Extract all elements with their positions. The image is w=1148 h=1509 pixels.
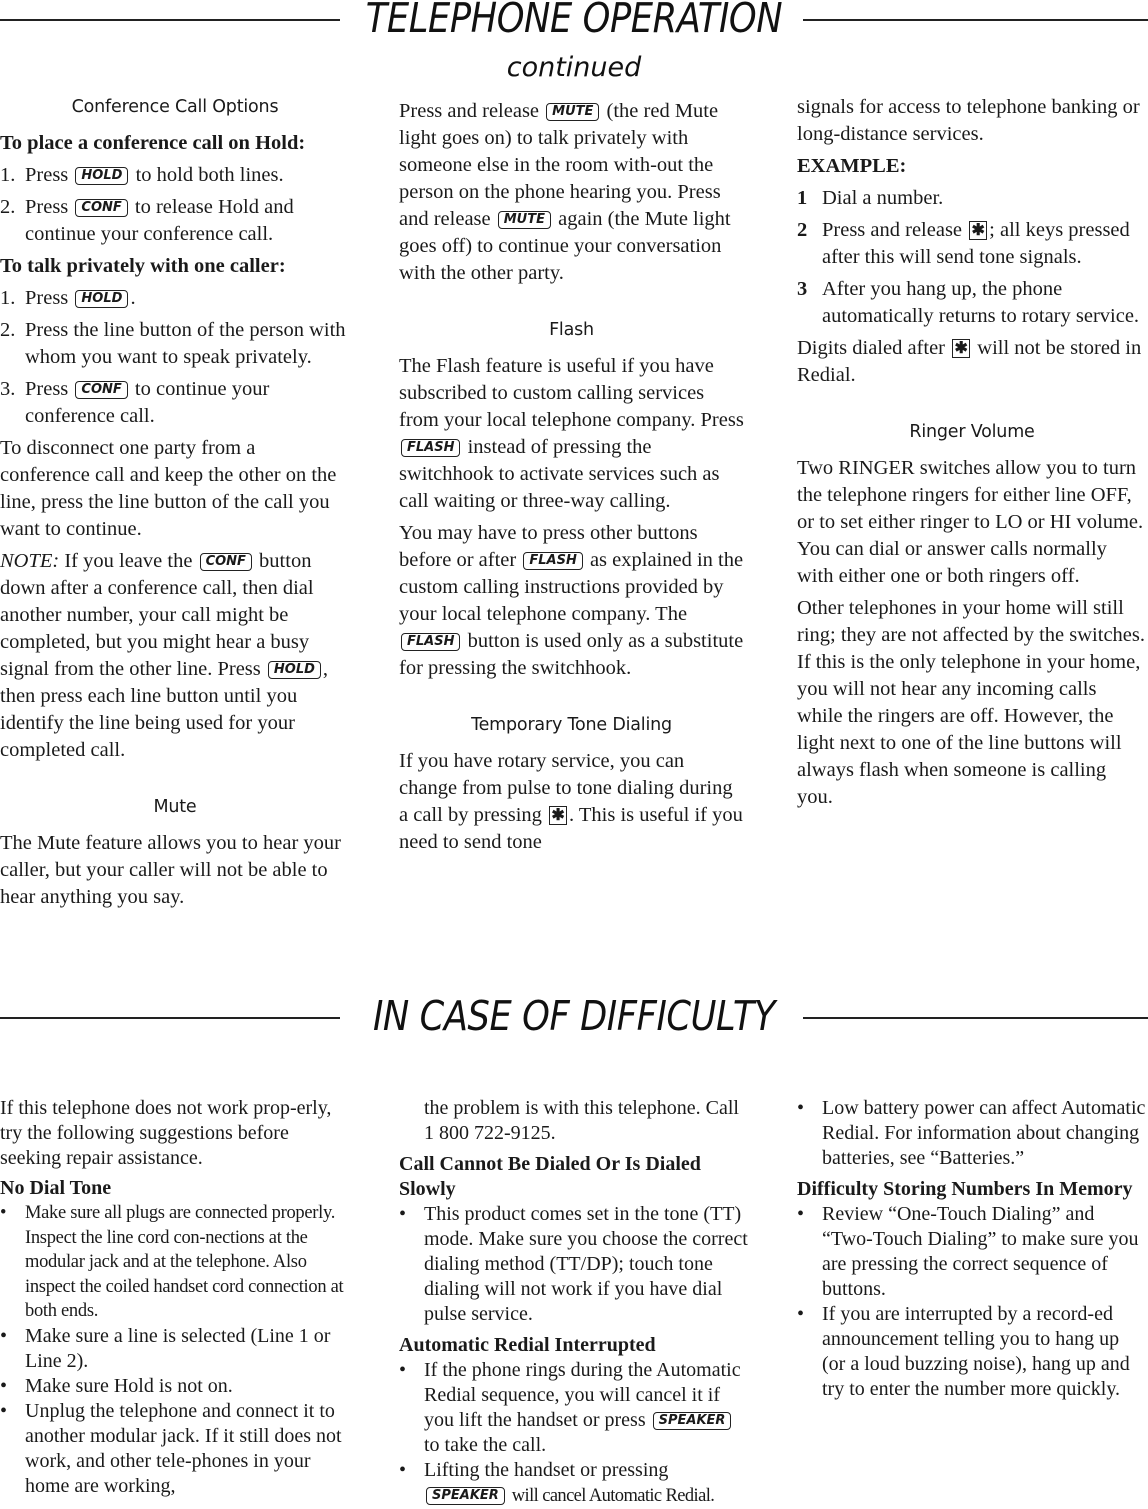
list-item: • Review “One-Touch Dialing” and “Two-Touch Dialing” to make sure you are pressing the correct sequence of buttons.: [797, 1203, 1139, 1300]
list-item: • Low battery power can affect Automatic Redial. For information about changing batteries, see “Batteries.”: [797, 1097, 1146, 1169]
hold-key-icon: HOLD: [75, 167, 128, 185]
list-item: • Make sure Hold is not on.: [0, 1374, 233, 1397]
difficulty-intro: If this telephone does not work prop-erly, try the following suggestions before seeking repair assistance.: [0, 1097, 332, 1169]
flash-key-icon: FLASH: [523, 552, 582, 570]
disconnect-text: To disconnect one party from a conference call and keep the other on the line, press the line button of the call you want to continue.: [0, 437, 337, 540]
note-text: NOTE: If you leave the CONF button down after a conference call, then dial another number, your call might be completed, but you might hear a busy signal from the other line. Press HOLD , then press each line button until you identify the line being used for your completed call.: [0, 550, 329, 761]
list-item: 3 After you hang up, the phone automatically returns to rotary service.: [797, 278, 1140, 327]
flash-text-2: You may have to press other buttons before or after FLASH as explained in the custom calling instructions provided by your local telephone company. The FLASH button is used only as a substitute for pressing the switchhook.: [399, 522, 744, 679]
conf-key-icon: CONF: [75, 199, 127, 217]
hold-title: To place a conference call on Hold:: [0, 132, 306, 154]
tone-dialing-heading: Temporary Tone Dialing: [471, 715, 672, 735]
banner-rule-right: [803, 19, 1148, 21]
digits-text: Digits dialed after ✱ will not be stored in Redial.: [797, 337, 1142, 386]
star-key-icon: ✱: [952, 339, 970, 358]
section-banner-telephone-operation: [0, 0, 1148, 40]
list-item: • This product comes set in the tone (TT) mode. Make sure you choose the correct dialing method (TT/DP); touch tone dialing will not work if you have dial pulse service.: [399, 1203, 748, 1325]
difficulty-column-2: [399, 1096, 749, 1509]
ringer-heading: Ringer Volume: [909, 422, 1035, 442]
no-dial-tone-title: No Dial Tone: [0, 1177, 112, 1199]
speaker-key-icon: SPEAKER: [426, 1487, 505, 1505]
mute-heading: Mute: [153, 797, 197, 817]
difficulty-column-1: [0, 1096, 352, 1499]
mute-text: The Mute feature allows you to hear your caller, but your caller will not be able to hear anything you say.: [0, 832, 341, 908]
flash-key-icon: FLASH: [401, 633, 460, 651]
hold-key-icon: HOLD: [75, 290, 128, 308]
mute-usage-text: Press and release MUTE (the red Mute light goes on) to talk privately with someone else in the room with-out the person on the phone hearing you. Press and release MUTE again (the Mute light goes off) to continue your conversation with the other party.: [399, 100, 731, 284]
private-title: To talk privately with one caller:: [0, 255, 286, 277]
column-1: [0, 94, 350, 916]
storing-numbers-title: Difficulty Storing Numbers In Memory: [797, 1178, 1133, 1200]
tone-dialing-text: If you have rotary service, you can change from pulse to tone dialing during a call by pressing ✱ . This is useful if you need to send tone: [399, 750, 743, 853]
hold-key-icon: HOLD: [268, 661, 321, 679]
column-3: [797, 94, 1147, 816]
list-item: 2 Press and release ✱ ; all keys pressed after this will send tone signals.: [797, 219, 1130, 268]
conf-key-icon: CONF: [200, 553, 252, 571]
conf-key-icon: CONF: [75, 381, 127, 399]
ringer-text-1: Two RINGER switches allow you to turn the telephone ringers for either line OFF, or to set either ringer to LO or HI volume. You can dial or answer calls normally with either one or both ringers off.: [797, 457, 1144, 587]
list-item: 3. Press CONF to continue your conference call.: [0, 378, 270, 427]
conference-heading: Conference Call Options: [71, 97, 279, 117]
list-item: • Unplug the telephone and connect it to another modular jack. If it still does not work, and other tele-phones in your home are working,: [0, 1399, 342, 1497]
page-subtitle: continued: [506, 52, 642, 83]
continued-text: the problem is with this telephone. Call 1 800 722-9125.: [424, 1097, 739, 1144]
list-item: • If the phone rings during the Automatic Redial sequence, you will cancel it if you lift the handset or press SPEAKER to take the call.: [399, 1359, 741, 1456]
cannot-dial-title: Call Cannot Be Dialed Or Is Dialed Slowly: [399, 1153, 701, 1200]
list-item: • Make sure a line is selected (Line 1 or Line 2).: [0, 1324, 331, 1372]
section-banner-difficulty: [0, 992, 1148, 1040]
flash-heading: Flash: [549, 320, 594, 340]
flash-text-1: The Flash feature is useful if you have subscribed to custom calling services from your local telephone company. Press FLASH instead of pressing the switchhook to activate services such as call waiting or three-way calling.: [399, 355, 744, 512]
list-item: • Make sure all plugs are connected properly. Inspect the line cord con-nections at the modular jack and at the telephone. Also inspect the coiled handset cord connection at both ends.: [0, 1203, 344, 1321]
star-key-icon: ✱: [549, 806, 567, 825]
auto-redial-title: Automatic Redial Interrupted: [399, 1334, 656, 1356]
banner-rule-right: [803, 1017, 1148, 1019]
list-item: 1. Press HOLD to hold both lines.: [0, 164, 284, 186]
difficulty-title: IN CASE OF DIFFICULTY: [372, 992, 776, 1040]
flash-key-icon: FLASH: [401, 439, 460, 457]
difficulty-column-3: [797, 1096, 1147, 1402]
mute-key-icon: MUTE: [546, 103, 599, 121]
column-2: [399, 98, 744, 861]
list-item: 1. Press HOLD .: [0, 287, 136, 309]
list-item: 2. Press CONF to release Hold and continue your conference call.: [0, 196, 294, 245]
tone-intro-text: signals for access to telephone banking or long-distance services.: [797, 96, 1140, 145]
mute-key-icon: MUTE: [498, 211, 551, 229]
list-item: • If you are interrupted by a record-ed announcement telling you to hang up (or a loud buzzing noise), hang up and try to enter the number more quickly.: [797, 1303, 1130, 1400]
list-item: • Lifting the handset or pressing SPEAKER will cancel Automatic Redial.: [399, 1459, 715, 1506]
list-item: 2. Press the line button of the person with whom you want to speak privately.: [0, 319, 346, 368]
ringer-text-2: Other telephones in your home will still ring; they are not affected by the switches. If this is the only telephone in your home, you will not hear any incoming calls while the ringers are off. However, the light next to one of the line buttons will always flash when someone is calling you.: [797, 597, 1145, 808]
speaker-key-icon: SPEAKER: [653, 1412, 732, 1430]
list-item: 1 Dial a number.: [797, 187, 944, 209]
example-title: EXAMPLE:: [797, 155, 907, 177]
page-title: TELEPHONE OPERATION: [365, 0, 783, 42]
star-key-icon: ✱: [969, 221, 987, 240]
